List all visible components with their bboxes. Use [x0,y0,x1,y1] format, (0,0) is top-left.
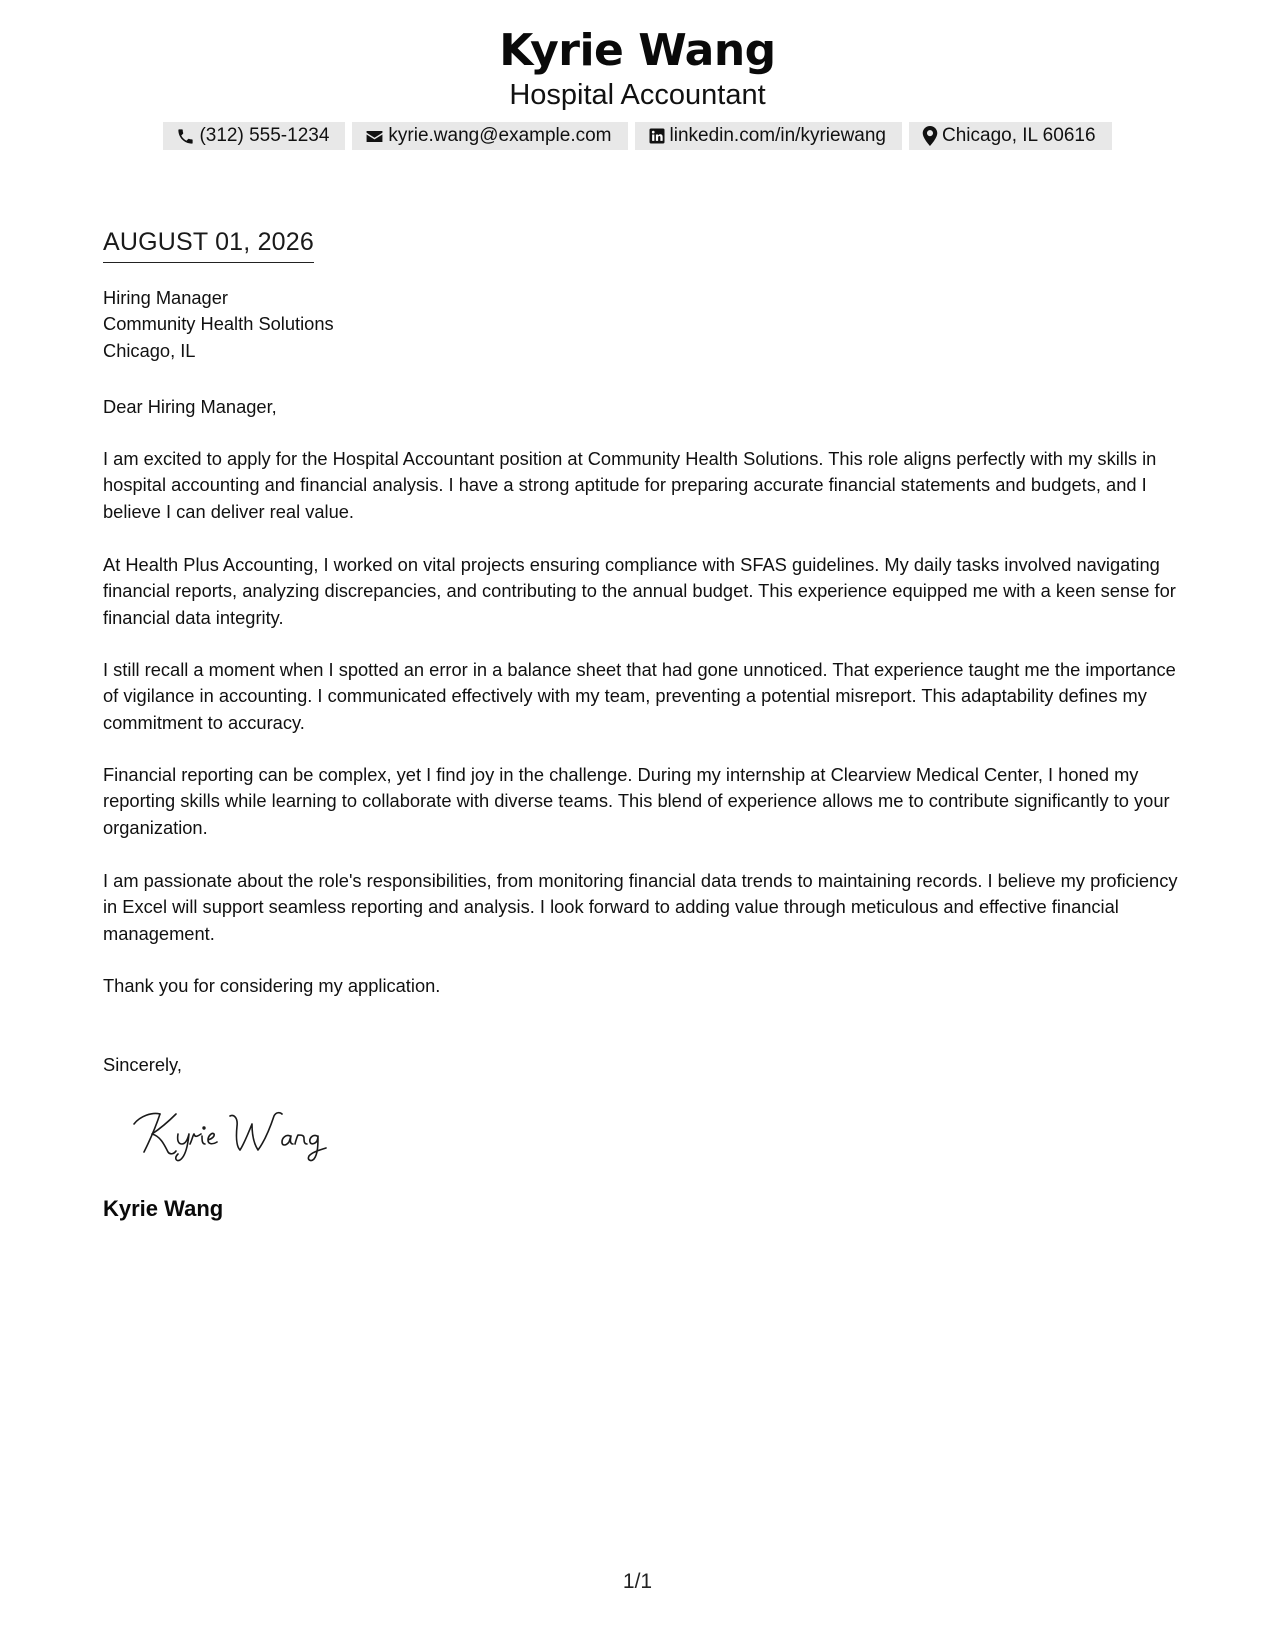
body-paragraph: At Health Plus Accounting, I worked on vital projects ensuring compliance with SFAS guidelines. My daily tasks involved navigating financial reports, analyzing discrepancies, and contributing to the annual budget. This experience equipped me with a keen sense for financial data integrity. [103,554,1176,628]
contact-linkedin[interactable] [635,122,903,150]
phone-text: (312) 555-1234 [199,125,330,146]
location-text: Chicago, IL 60616 [942,125,1096,146]
handwritten-signature [130,1104,350,1164]
closing-line: Sincerely, [103,1054,182,1075]
contact-email[interactable] [352,122,627,150]
contact-phone[interactable] [163,122,345,150]
map-pin-icon [922,126,938,146]
salutation: Dear Hiring Manager, [103,396,277,417]
thank-you-line: Thank you for considering my application. [103,975,441,996]
letter-date: AUGUST 01, 2026 [103,226,314,263]
letter-header [0,24,1275,150]
signer-name: Kyrie Wang [103,1196,224,1221]
applicant-name: Kyrie Wang [499,25,776,76]
recipient-line: Community Health Solutions [103,313,334,335]
envelope-icon [365,127,384,146]
contact-location[interactable] [909,122,1112,150]
contact-bar [0,122,1275,150]
linkedin-text: linkedin.com/in/kyriewang [669,125,886,146]
email-text: kyrie.wang@example.com [388,125,612,146]
recipient-line: Hiring Manager [103,287,228,308]
page-number: 1/1 [622,1570,653,1593]
body-paragraph: Financial reporting can be complex, yet I find joy in the challenge. During my internship at Clearview Medical Center, I honed my reporting skills while learning to collaborate with diverse teams. This blend of experience allows me to contribute significantly to your organization. [103,764,1170,838]
body-paragraph: I am passionate about the role's responsibilities, from monitoring financial data trends to maintaining records. I believe my proficiency in Excel will support seamless reporting and analysis. I look forward to adding value through meticulous and effective financial management. [103,870,1178,944]
linkedin-icon [648,127,666,145]
phone-icon [176,127,195,146]
recipient-line: Chicago, IL [103,339,196,361]
recipient-address [103,285,1183,364]
job-title: Hospital Accountant [509,79,766,111]
body-paragraph: I still recall a moment when I spotted an error in a balance sheet that had gone unnoticed. That experience taught me the importance of vigilance in accounting. I communicated effectively with my team, preventing a potential misreport. This adaptability defines my commitment to accuracy. [103,659,1176,733]
body-paragraph: I am excited to apply for the Hospital Accountant position at Community Health Solutions. This role aligns perfectly with my skills in hospital accounting and financial analysis. I have a strong aptitude for preparing accurate financial statements and budgets, and I believe I can deliver real value. [103,448,1157,522]
